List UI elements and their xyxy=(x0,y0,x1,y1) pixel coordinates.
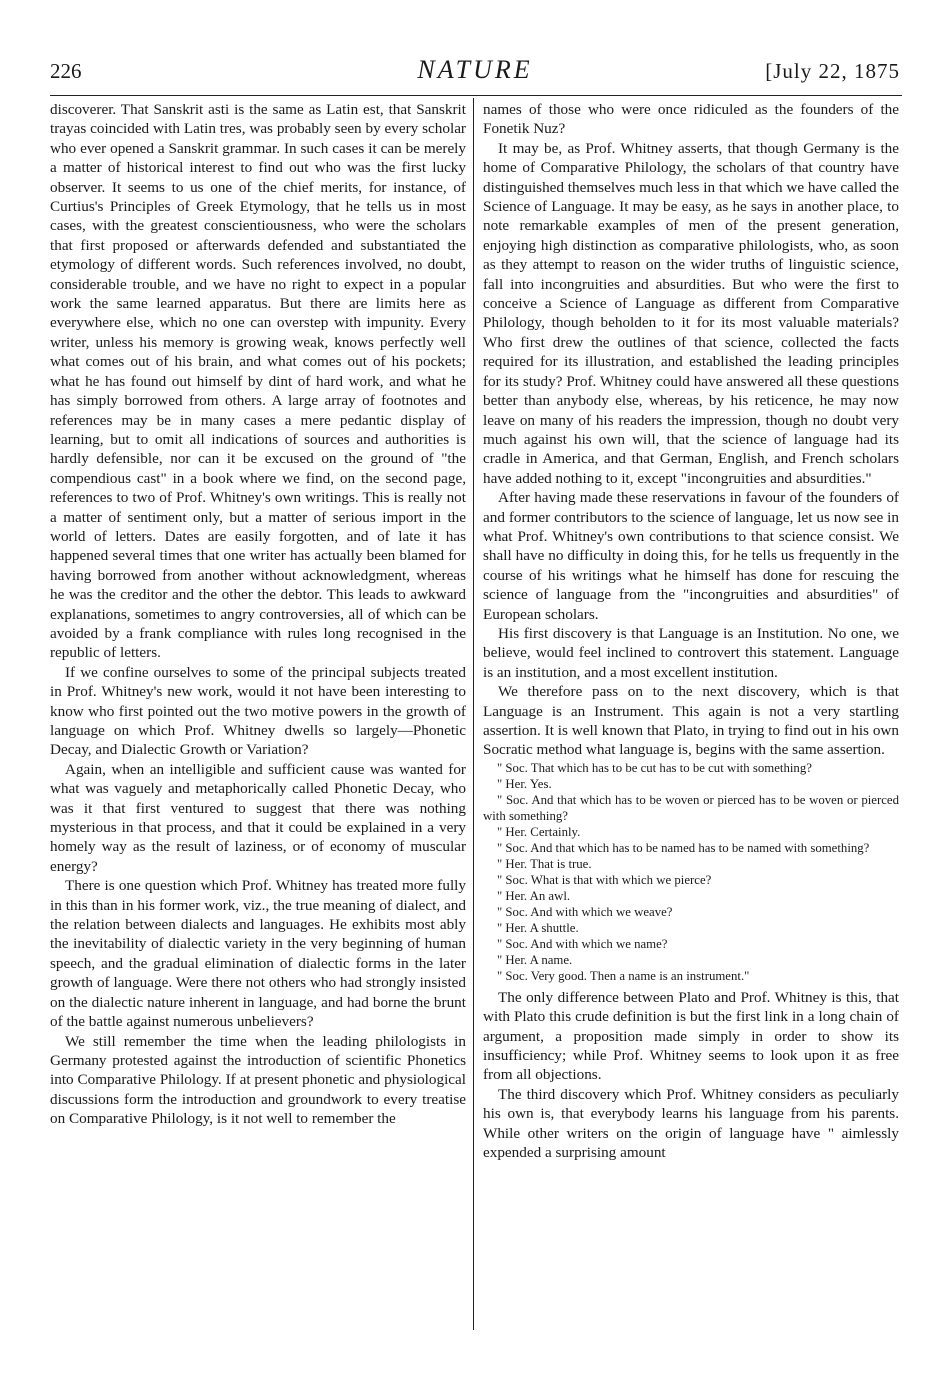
paragraph: After having made these reservations in favour of the founders of and former contributors to the science of language, let us now see in what Prof. Whitney's own contributions to that science consist. We shall have no difficulty in doing this, for he tells us frequently in the course of his writings what he himself has done for rescuing the science of language from the "incongruities and absurdities" of European scholars. xyxy=(483,489,899,623)
page-number: 226 xyxy=(50,59,82,83)
paragraph: It may be, as Prof. Whitney asserts, that though Germany is the home of Comparative Philology, the scholars of that country have distinguished themselves much less in that which we have called the Science of Language. It may be easy, as he says in another place, to note remarkable examples of men of the present generation, enjoying high distinction as comparative philologists, who, as soon as they attempt to reason on the wider truths of linguistic science, fall into incongruities and absurdities. But who were the first to conceive a Science of Language as different from Comparative Philology, though beholden to it for its most valuable materials? Who first drew the outlines of that science, collected the facts required for its illustration, and established the leading principles for its study? Prof. Whitney could have answered all these questions better than anybody else, whereas, by his reticence, he may now leave on many of his readers the impression, though no doubt very much against his own will, that the science of language had its cradle in America, and that German, English, and French scholars have added nothing to it, except "incongruities and absurdities." xyxy=(483,139,899,487)
dialogue-line: " Her. An awl. xyxy=(497,888,571,903)
right-column xyxy=(483,100,899,1162)
dialogue-line: " Soc. And with which we weave? xyxy=(497,904,673,919)
paragraph: We still remember the time when the leading philologists in Germany protested against the introduction of scientific Phonetics into Comparative Philology. If at present phonetic and physiological discussions form the introduction and groundwork to every treatise on Comparative Philology, is it not well to remember the xyxy=(50,1032,466,1128)
dialogue-line: " Soc. That which has to be cut has to be cut with something? xyxy=(497,760,812,775)
paragraph: We therefore pass on to the next discovery, which is that Language is an Instrument. This again is not a very startling assertion. It is well known that Plato, in trying to find out in his own Socratic method what language is, begins with the same assertion. xyxy=(483,683,899,759)
dialogue-line: " Her. A shuttle. xyxy=(497,920,579,935)
dialogue-line: " Soc. Very good. Then a name is an instrument." xyxy=(497,968,750,983)
paragraph: His first discovery is that Language is an Institution. No one, we believe, would feel inclined to controvert this statement. Language is an institution, and a most excellent institution. xyxy=(483,624,899,681)
dialogue-line: " Her. Certainly. xyxy=(497,824,581,839)
paragraph: discoverer. That Sanskrit asti is the same as Latin est, that Sanskrit trayas coincided with Latin tres, was probably seen by every scholar who ever opened a Sanskrit grammar. In such cases it can be merely a matter of historical interest to find out who was the first lucky observer. It seems to us one of the chief merits, for instance, of Curtius's Principles of Greek Etymology, that he tells us in most cases, with the greatest conscientiousness, who were the scholars that first proposed or afterwards defended and substantiated the etymology of different words. Such references involved, no doubt, considerable trouble, and we have no right to expect in a popular work the same learned apparatus. But there are limits here as everywhere else, which no one can overstep with impunity. Every writer, unless his memory is growing weak, knows perfectly well what comes out of his brain, and what comes out of his pockets; what he has found out himself by dint of hard work, and what he has simply borrowed from others. A large array of footnotes and references may be in many cases a mere pedantic display of learning, but to omit all indications of sources and authorities is hardly defensible, nor can it be excused on the ground of "the compendious cast" in a book where we find, on the second page, references to two of Prof. Whitney's own writings. This is really not a matter of sentiment only, but a matter of serious import in the world of letters. Dates are easily forgotten, and of late it has happened several times that one writer has actually been blamed for having borrowed from another without acknowledgment, whereas he was the creditor and the other the debtor. This leads to awkward explanations, sometimes to angry controversies, all of which can be avoided by a frank compliance with rules long recognised in the republic of letters. xyxy=(50,101,466,662)
paragraph: If we confine ourselves to some of the principal subjects treated in Prof. Whitney's new work, would it not have been interesting to know who first pointed out the two motive powers in the growth of language on which Prof. Whitney dwells so largely—Phonetic Decay, and Dialectic Growth or Variation? xyxy=(50,663,466,759)
dialogue-line: " Her. Yes. xyxy=(497,776,552,791)
dialogue-line: " Soc. And that which has to be woven or pierced has to be woven or pierced with something? xyxy=(483,792,899,823)
header-rule xyxy=(50,95,902,96)
dialogue-line: " Her. A name. xyxy=(497,952,573,967)
column-divider xyxy=(473,98,474,1330)
dialogue-line: " Soc. And that which has to be named has to be named with something? xyxy=(497,840,870,855)
dialogue-line: " Her. That is true. xyxy=(497,856,592,871)
dialogue-line: " Soc. What is that with which we pierce? xyxy=(497,872,712,887)
journal-title: NATURE xyxy=(417,55,533,84)
paragraph: names of those who were once ridiculed as the founders of the Fonetik Nuz? xyxy=(483,101,899,138)
issue-date: [July 22, 1875 xyxy=(765,59,900,83)
paragraph: There is one question which Prof. Whitney has treated more fully in this than in his former work, viz., the true meaning of dialect, and the relation between dialects and languages. He exhibits most ably the inevitability of dialectic variety in the very beginning of human speech, and the gradual elimination of dialectic forms in the later growth of language. Were there not others who had strongly insisted on the dialectic nature inherent in language, and had borne the brunt of the battle against numerous unbelievers? xyxy=(50,877,466,1031)
plato-dialogue-quote xyxy=(483,760,899,984)
dialogue-line: " Soc. And with which we name? xyxy=(497,936,668,951)
paragraph: The only difference between Plato and Prof. Whitney is this, that with Plato this crude definition is but the first link in a long chain of argument, a proposition made simply in order to show its insufficiency; while Prof. Whitney seems to look upon it as free from all objections. xyxy=(483,988,899,1084)
paragraph: Again, when an intelligible and sufficient cause was wanted for what was vaguely and metaphorically called Phonetic Decay, who was it that first ventured to suggest that there was nothing mysterious in that process, and that it could be explained in a very homely way as the result of laziness, or of economy of muscular energy? xyxy=(50,760,466,875)
page-header xyxy=(50,55,900,93)
paragraph: The third discovery which Prof. Whitney considers as peculiarly his own is, that everybody learns his language from his parents. While other writers on the origin of language have " aimlessly expended a surprising amount xyxy=(483,1085,899,1162)
left-column xyxy=(50,100,466,1129)
